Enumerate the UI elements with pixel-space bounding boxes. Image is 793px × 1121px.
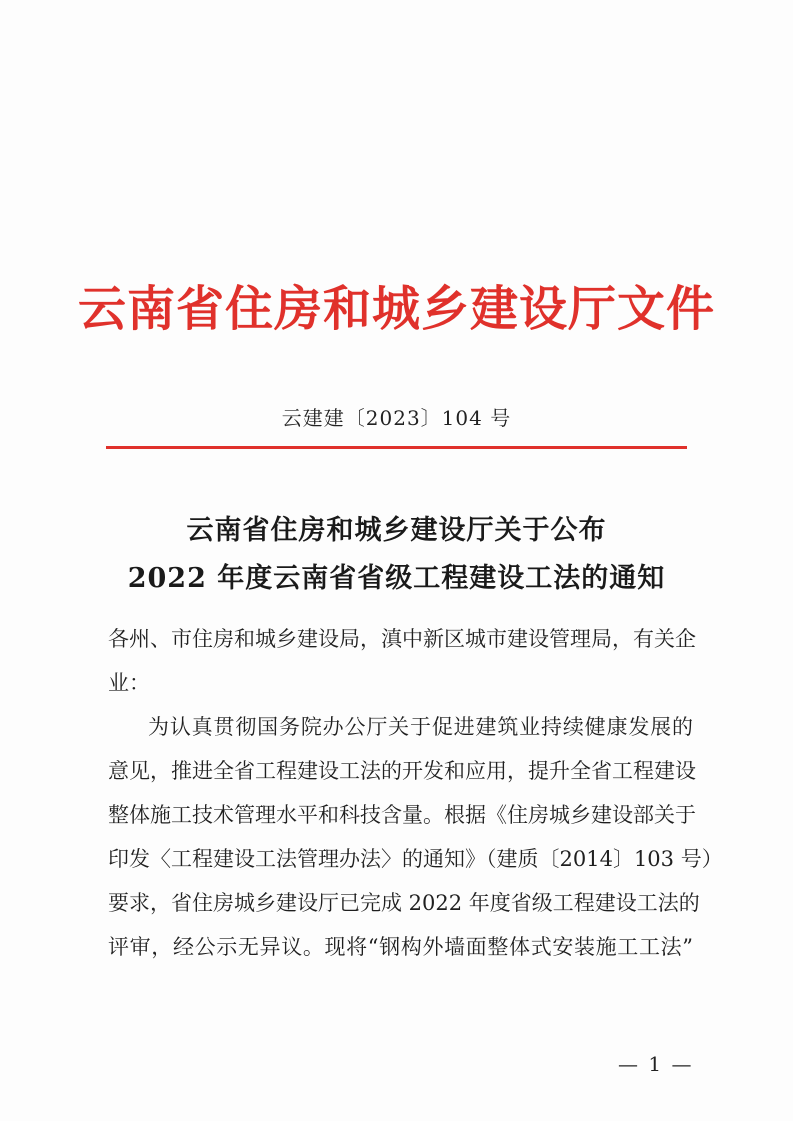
header-divider: [106, 446, 687, 449]
body-line: 意见，推进全省工程建设工法的开发和应用，提升全省工程建设: [108, 759, 696, 783]
body-line: 印发〈工程建设工法管理办法〉的通知》（建质〔2014〕103 号）: [108, 847, 723, 871]
body-line: 业：: [108, 671, 150, 695]
notice-title-line1: 云南省住房和城乡建设厅关于公布: [186, 515, 607, 546]
body-line: 为认真贯彻国务院办公厅关于促进建筑业持续健康发展的: [148, 715, 693, 739]
body-line: 整体施工技术管理水平和科技含量。根据《住房城乡建设部关于: [108, 803, 696, 827]
body-line: 各州、市住房和城乡建设局，滇中新区城市建设管理局，有关企: [108, 627, 696, 651]
body-line: 评审，经公示无异议。现将“钢构外墙面整体式安装施工工法”: [108, 935, 693, 959]
notice-title-line2: 2022 年度云南省省级工程建设工法的通知: [127, 563, 666, 594]
issuer-title: 云南省住房和城乡建设厅文件: [77, 281, 715, 337]
document-number: 云建建〔2023〕104 号: [281, 406, 512, 430]
body-line: 要求，省住房城乡建设厅已完成 2022 年度省级工程建设工法的: [108, 891, 700, 915]
page-number: — 1 —: [618, 1052, 694, 1076]
